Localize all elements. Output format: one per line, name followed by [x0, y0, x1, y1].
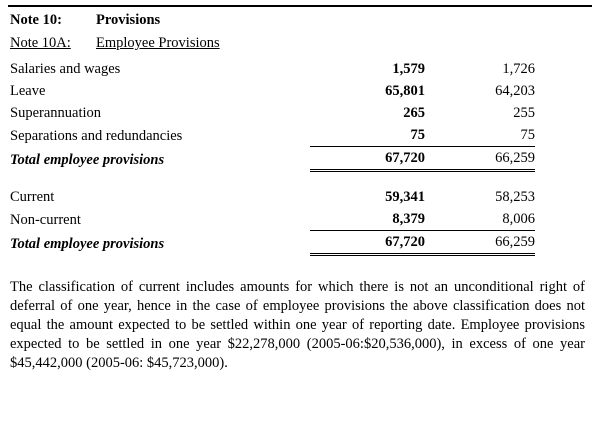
provisions-table-body — [10, 58, 590, 255]
table-row — [10, 171, 590, 187]
row-value-current-year: 265 — [403, 105, 425, 121]
classification-paragraph: The classification of current includes amounts for which there is not an unconditional right of deferral of one year, hence in the case of employee provisions the above classification does not equal the amount expected to be settled within one year of reporting date. Employee provisions expected to be settled in one year $22,278,000 (2005-06:$20,536,000), in excess of one year $45,442,000 (2005-06: $45,723,000). — [10, 279, 585, 371]
provisions-table — [10, 58, 590, 256]
table-row — [10, 102, 590, 124]
page-top-rule — [8, 5, 592, 7]
row-value-prior-year — [425, 171, 535, 187]
row-spacer — [535, 124, 590, 147]
row-value-prior-year: 66,259 — [425, 231, 535, 255]
row-spacer — [535, 171, 590, 187]
note-number: Note 10: — [10, 12, 62, 28]
row-spacer — [535, 231, 590, 255]
table-row — [10, 208, 590, 231]
row-value-current-year: 1,579 — [392, 61, 425, 77]
row-label: Current — [10, 189, 55, 205]
row-value-current-year: 8,379 — [310, 208, 425, 231]
subnote-title: Employee Provisions — [96, 35, 220, 51]
row-spacer — [535, 208, 590, 231]
row-spacer — [535, 147, 590, 171]
row-label: Total employee provisions — [10, 235, 165, 252]
row-value-prior-year: 66,259 — [425, 147, 535, 171]
row-label — [10, 171, 310, 187]
row-value-current-year: 75 — [310, 124, 425, 147]
row-value-prior-year: 58,253 — [495, 189, 535, 205]
row-spacer — [535, 186, 590, 208]
note-heading — [10, 12, 590, 29]
row-value-prior-year: 8,006 — [425, 208, 535, 231]
row-spacer — [535, 102, 590, 124]
row-value-current-year: 59,341 — [385, 189, 425, 205]
row-label: Non-current — [10, 211, 81, 228]
row-value-current-year — [310, 171, 425, 187]
table-row — [10, 147, 590, 171]
row-value-prior-year: 255 — [513, 105, 535, 121]
note-title: Provisions — [96, 12, 161, 28]
subnote-heading — [10, 35, 590, 52]
row-value-current-year: 67,720 — [310, 231, 425, 255]
row-spacer — [535, 58, 590, 80]
row-value-prior-year: 1,726 — [502, 61, 535, 77]
row-label: Superannuation — [10, 105, 102, 121]
row-value-current-year: 65,801 — [385, 83, 425, 99]
row-label: Separations and redundancies — [10, 127, 183, 144]
row-label: Total employee provisions — [10, 151, 165, 168]
row-value-current-year: 67,720 — [310, 147, 425, 171]
row-spacer — [535, 80, 590, 102]
table-row — [10, 58, 590, 80]
row-value-prior-year: 75 — [425, 124, 535, 147]
table-row — [10, 231, 590, 255]
table-row — [10, 80, 590, 102]
row-label: Leave — [10, 83, 46, 99]
note-content — [10, 12, 590, 373]
table-row — [10, 124, 590, 147]
row-label: Salaries and wages — [10, 61, 121, 77]
row-value-prior-year: 64,203 — [495, 83, 535, 99]
subnote-number: Note 10A: — [10, 35, 71, 51]
table-row — [10, 186, 590, 208]
